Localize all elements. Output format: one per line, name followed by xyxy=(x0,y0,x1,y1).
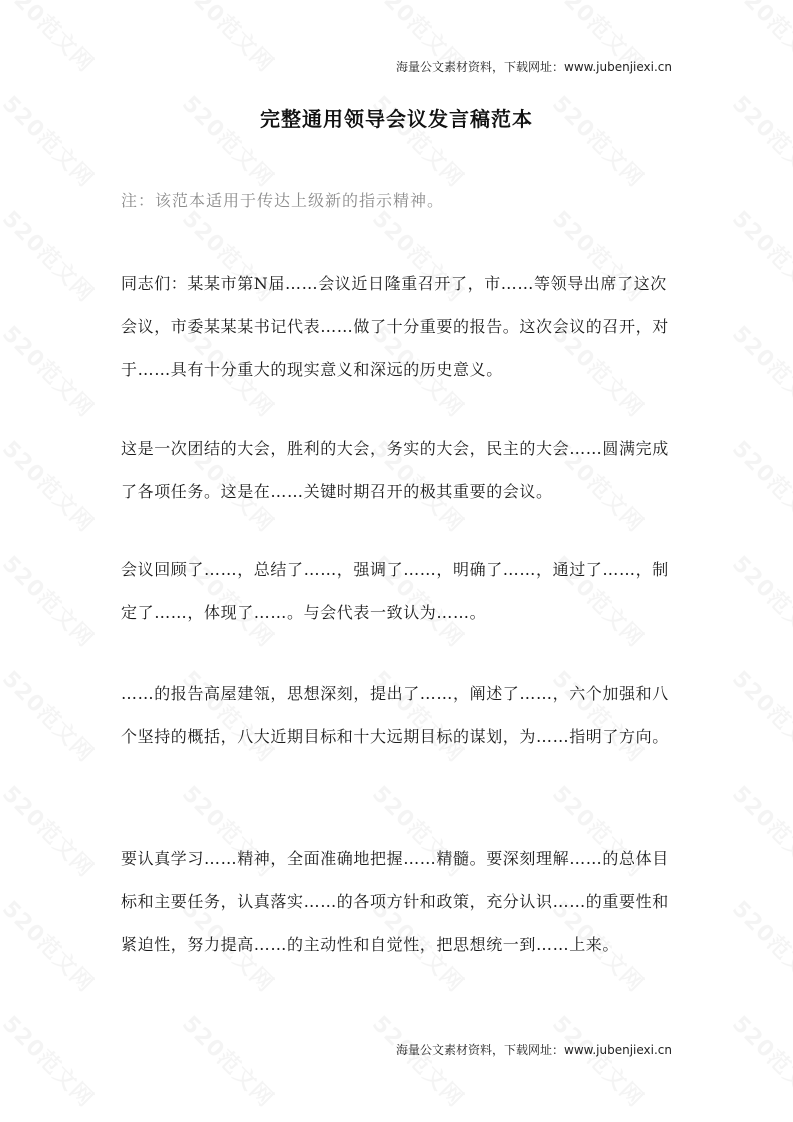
watermark-text xyxy=(0,778,102,883)
document-note: 注：该范本适用于传达上级新的指示精神。 xyxy=(121,191,445,210)
paragraph: 要认真学习……精神，全面准确地把握……精髓。要深刻理解……的总体目标和主要任务，认真落实……的各项方针和政策，充分认识……的重要性和紧迫性，努力提高……的主动性和自觉性，把思想统一到……上来。 xyxy=(121,849,669,954)
watermark-text xyxy=(366,1008,471,1113)
paragraph: 这是一次团结的大会，胜利的大会，务实的大会，民主的大会……圆满完成了各项任务。这是在……关键时期召开的极其重要的会议。 xyxy=(121,439,669,501)
watermark-text xyxy=(0,663,102,768)
paragraph: 会议回顾了……，总结了……，强调了……，明确了……，通过了……，制定了……，体现了……。与会代表一致认为……。 xyxy=(121,560,669,622)
page-footer: 海量公文素材资料，下载网址：www.jubenjiexi.cn xyxy=(396,1043,672,1057)
watermark-text xyxy=(0,433,102,538)
watermark-text xyxy=(726,1008,793,1113)
watermark-text xyxy=(0,203,102,308)
watermark-text xyxy=(546,1008,651,1113)
watermark-text xyxy=(176,1008,281,1113)
paragraph: 同志们：某某市第N届……会议近日隆重召开了，市……等领导出席了这次会议，市委某某某书记代表……做了十分重要的报告。这次会议的召开，对于……具有十分重大的现实意义和深远的历史意义。 xyxy=(121,274,669,379)
watermark-text xyxy=(0,548,102,653)
watermark-text xyxy=(726,0,793,78)
watermark-text xyxy=(726,893,793,998)
watermark-text xyxy=(726,203,793,308)
document-title: 完整通用领导会议发言稿范本 xyxy=(260,107,533,131)
watermark-text xyxy=(726,318,793,423)
watermark-text xyxy=(0,893,102,998)
watermark-text xyxy=(726,778,793,883)
watermark-text xyxy=(726,548,793,653)
watermark-text xyxy=(176,0,281,78)
page-header: 海量公文素材资料，下载网址：www.jubenjiexi.cn xyxy=(396,60,672,74)
watermark-text xyxy=(0,1008,102,1113)
watermark-text xyxy=(726,663,793,768)
paragraph: ……的报告高屋建瓴，思想深刻，提出了……，阐述了……，六个加强和八个坚持的概括，八大近期目标和十大远期目标的谋划，为……指明了方向。 xyxy=(121,684,669,746)
watermark-text xyxy=(726,433,793,538)
watermark-text xyxy=(0,318,102,423)
watermark-text xyxy=(0,0,102,78)
